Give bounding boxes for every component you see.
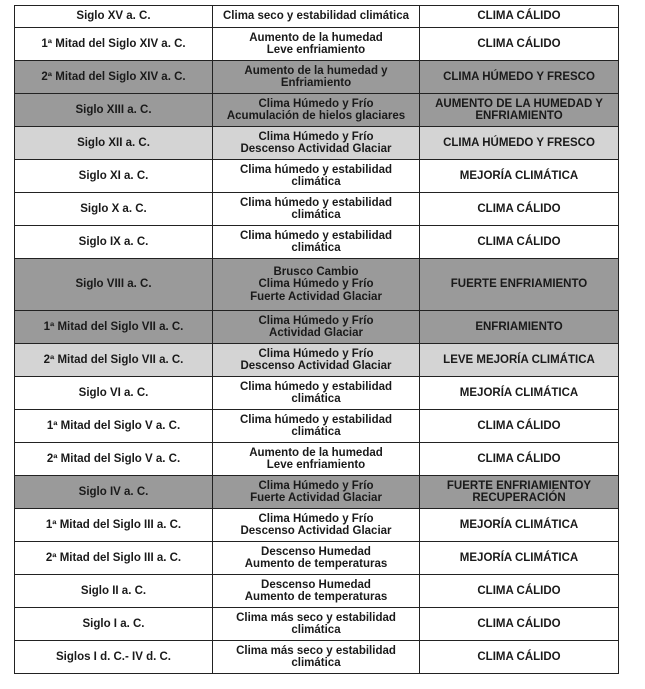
table-row [15,509,619,542]
conditions-cell [213,575,420,608]
result-cell: CLIMA CÁLIDO [420,6,619,28]
condition-line: Leve enfriamiento [266,459,366,471]
result-cell: MEJORÍA CLIMÁTICA [420,509,619,542]
table-body [15,6,619,674]
table-row [15,127,619,160]
condition-line: Clima seco y estabilidad climática [223,10,409,23]
condition-line: climática [291,657,341,669]
period-cell: Siglo XII a. C. [15,127,213,160]
condition-line: Clima húmedo y estabilidad [239,196,393,209]
condition-line: Brusco Cambio [273,265,359,278]
conditions-cell [213,28,420,61]
period-cell: 1ª Mitad del Siglo III a. C. [15,509,213,542]
result-cell: CLIMA CÁLIDO [420,575,619,608]
result-cell: FUERTE ENFRIAMIENTO [420,259,619,311]
period-cell: 1ª Mitad del Siglo XIV a. C. [15,28,213,61]
table-row [15,226,619,259]
condition-line: Clima húmedo y estabilidad [239,229,393,242]
conditions-cell [213,443,420,476]
condition-line: Fuerte Actividad Glaciar [250,492,382,504]
condition-line: Aumento de la humedad y [244,64,388,77]
result-cell: ENFRIAMIENTO [420,311,619,344]
condition-line: Clima más seco y estabilidad [236,644,396,657]
condition-line: climática [291,242,341,254]
period-cell: Siglos I d. C.- IV d. C. [15,641,213,674]
result-cell: LEVE MEJORÍA CLIMÁTICA [420,344,619,377]
table-row [15,542,619,575]
table-row [15,377,619,410]
table-row [15,443,619,476]
condition-line: Fuerte Actividad Glaciar [250,290,382,303]
table-row [15,94,619,127]
period-cell: 2ª Mitad del Siglo III a. C. [15,542,213,575]
condition-line: Clima húmedo y estabilidad [239,413,393,426]
table-row [15,28,619,61]
condition-line: Clima Húmedo y Frío [258,314,374,327]
result-cell: CLIMA HÚMEDO Y FRESCO [420,61,619,94]
conditions-cell [213,226,420,259]
conditions-cell [213,344,420,377]
period-cell: Siglo XIII a. C. [15,94,213,127]
period-cell: Siglo VI a. C. [15,377,213,410]
table-row [15,311,619,344]
condition-line: Clima húmedo y estabilidad [239,380,393,393]
result-cell: CLIMA CÁLIDO [420,608,619,641]
condition-line: Leve enfriamiento [266,44,366,56]
condition-line: Aumento de la humedad [249,446,383,459]
condition-line: climática [291,209,341,221]
table-row [15,344,619,377]
condition-line: Clima Húmedo y Frío [258,97,374,110]
condition-line: Clima Húmedo y Frío [258,479,374,492]
table-row [15,641,619,674]
conditions-cell [213,94,420,127]
table-row [15,160,619,193]
table-row [15,608,619,641]
result-cell: FUERTE ENFRIAMIENTOY RECUPERACIÓN [420,476,619,509]
condition-line: climática [291,624,341,636]
table-row [15,476,619,509]
condition-line: Aumento de temperaturas [244,591,388,603]
conditions-cell [213,377,420,410]
condition-line: Clima más seco y estabilidad [236,611,396,624]
result-cell: CLIMA CÁLIDO [420,443,619,476]
condition-line: Clima Húmedo y Frío [258,278,374,291]
result-cell: CLIMA CÁLIDO [420,193,619,226]
condition-line: Aumento de la humedad [249,31,383,44]
condition-line: Enfriamiento [280,77,352,89]
table-row [15,6,619,28]
table-row [15,61,619,94]
condition-line: Aumento de temperaturas [244,558,388,570]
conditions-cell [213,476,420,509]
period-cell: 1ª Mitad del Siglo V a. C. [15,410,213,443]
condition-line: Clima Húmedo y Frío [258,347,374,360]
climate-periods-table [14,5,619,674]
result-cell: CLIMA CÁLIDO [420,28,619,61]
condition-line: Actividad Glaciar [269,327,363,339]
period-cell: 2ª Mitad del Siglo V a. C. [15,443,213,476]
conditions-cell [213,311,420,344]
condition-line: Descenso Actividad Glaciar [240,525,392,537]
condition-line: Clima Húmedo y Frío [258,512,374,525]
period-cell: 2ª Mitad del Siglo VII a. C. [15,344,213,377]
condition-line: Descenso Actividad Glaciar [240,143,392,155]
result-cell: CLIMA HÚMEDO Y FRESCO [420,127,619,160]
condition-line: Descenso Humedad [261,545,371,558]
condition-line: climática [291,393,341,405]
conditions-cell [213,259,420,311]
table-row [15,193,619,226]
result-cell: MEJORÍA CLIMÁTICA [420,160,619,193]
result-cell: MEJORÍA CLIMÁTICA [420,542,619,575]
condition-line: Descenso Actividad Glaciar [240,360,392,372]
conditions-cell [213,542,420,575]
result-cell: MEJORÍA CLIMÁTICA [420,377,619,410]
conditions-cell [213,61,420,94]
condition-line: Descenso Humedad [261,578,371,591]
result-cell: CLIMA CÁLIDO [420,641,619,674]
period-cell: 1ª Mitad del Siglo VII a. C. [15,311,213,344]
period-cell: Siglo X a. C. [15,193,213,226]
table-row [15,259,619,311]
result-cell: CLIMA CÁLIDO [420,226,619,259]
period-cell: Siglo II a. C. [15,575,213,608]
conditions-cell [213,608,420,641]
conditions-cell [213,509,420,542]
period-cell: Siglo VIII a. C. [15,259,213,311]
period-cell: Siglo XI a. C. [15,160,213,193]
conditions-cell [213,6,420,28]
result-cell: AUMENTO DE LA HUMEDAD Y ENFRIAMIENTO [420,94,619,127]
period-cell: Siglo IX a. C. [15,226,213,259]
period-cell: Siglo I a. C. [15,608,213,641]
conditions-cell [213,410,420,443]
table-row [15,575,619,608]
condition-line: climática [291,176,341,188]
period-cell: Siglo IV a. C. [15,476,213,509]
result-cell: CLIMA CÁLIDO [420,410,619,443]
conditions-cell [213,160,420,193]
period-cell: 2ª Mitad del Siglo XIV a. C. [15,61,213,94]
conditions-cell [213,193,420,226]
condition-line: Clima húmedo y estabilidad [239,163,393,176]
condition-line: Acumulación de hielos glaciares [226,110,406,122]
period-cell: Siglo XV a. C. [15,6,213,28]
conditions-cell [213,641,420,674]
conditions-cell [213,127,420,160]
condition-line: climática [291,426,341,438]
condition-line: Clima Húmedo y Frío [258,130,374,143]
table-row [15,410,619,443]
